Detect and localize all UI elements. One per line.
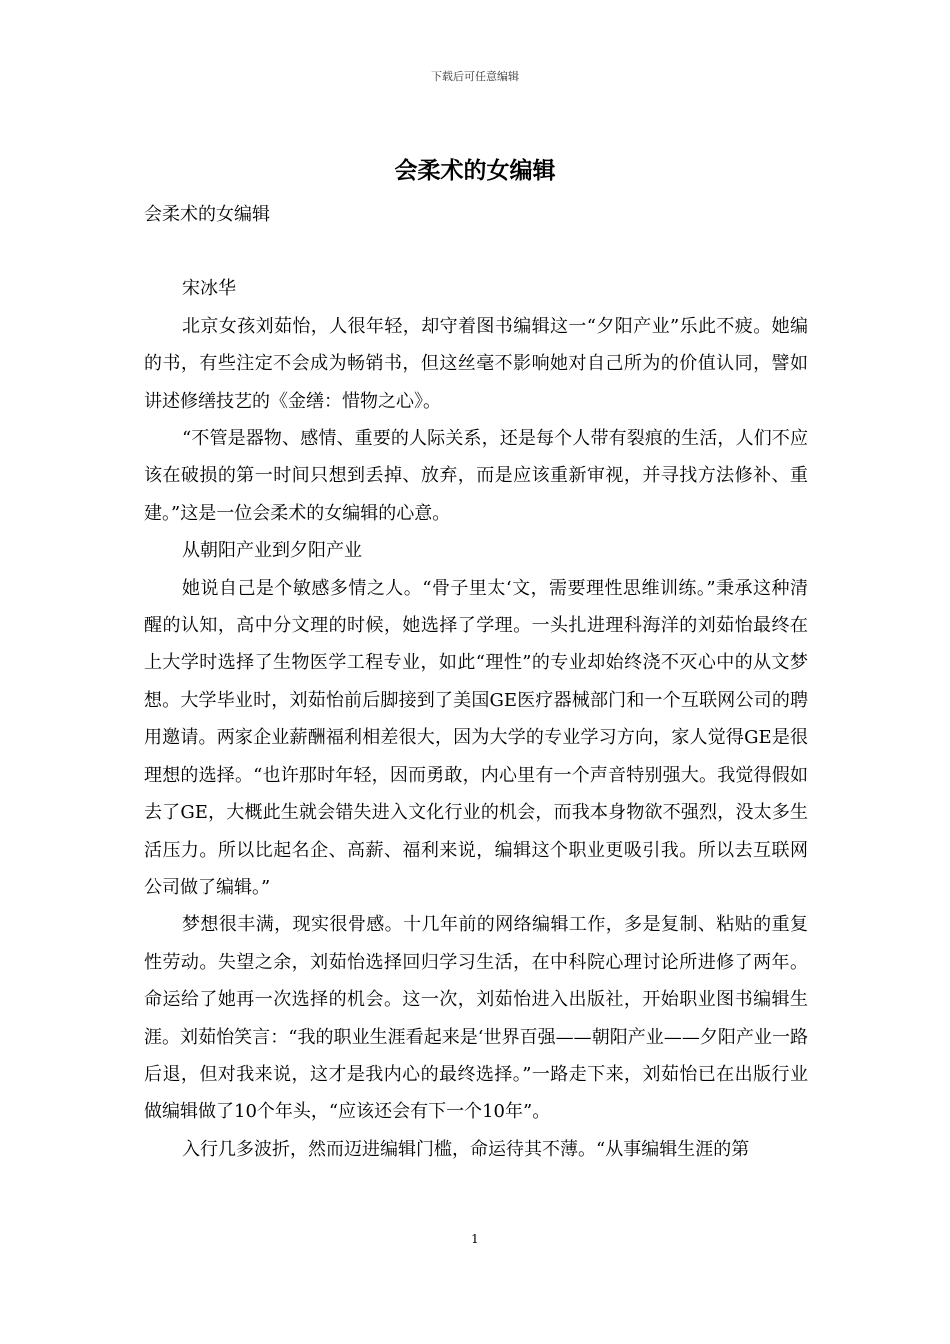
paragraph: 北京女孩刘茹怡，人很年轻，却守着图书编辑这一“夕阳产业”乐此不疲。她编的书，有些注定不会成为畅销书，但这丝毫不影响她对自己所为的价值认同，譬如讲述修缮技艺的《金缮：惜物之心》。 xyxy=(144,315,808,412)
section-heading: 从朝阳产业到夕阳产业 xyxy=(182,540,362,562)
author-line: 宋冰华 xyxy=(182,278,236,300)
page-title: 会柔术的女编辑 xyxy=(394,158,556,184)
paragraph: 入行几多波折，然而迈进编辑门槛，命运待其不薄。“从事编辑生涯的第 xyxy=(182,1138,750,1160)
header-note: 下载后可任意编辑 xyxy=(431,70,519,83)
paragraph: 她说自己是个敏感多情之人。“骨子里太‘文，需要理性思维训练。”秉承这种清醒的认知，高中分文理的时候，她选择了学理。一头扎进理科海洋的刘茹怡最终在上大学时选择了生物医学工程专业，如此“理性”的专业却始终浇不灭心中的从文梦想。大学毕业时，刘茹怡前后脚接到了美国GE医疗器械部门和一个互联网公司的聘用邀请。两家企业薪酬福利相差很大，因为大学的专业学习方向，家人觉得GE是很理想的选择。“也许那时年轻，因而勇敢，内心里有一个声音特别强大。我觉得假如去了GE，大概此生就会错失进入文化行业的机会，而我本身物欲不强烈，没太多生活压力。所以比起名企、高薪、福利来说，编辑这个职业更吸引我。所以去互联网公司做了编辑。” xyxy=(144,577,808,898)
paragraph: “不管是器物、感情、重要的人际关系，还是每个人带有裂痕的生活，人们不应该在破损的第一时间只想到丢掉、放弃，而是应该重新审视，并寻找方法修补、重建。”这是一位会柔术的女编辑的心意。 xyxy=(144,428,808,524)
paragraph: 梦想很丰满，现实很骨感。十几年前的网络编辑工作，多是复制、粘贴的重复性劳动。失望之余，刘茹怡选择回归学习生活，在中科院心理讨论所进修了两年。命运给了她再一次选择的机会。这一次，刘茹怡进入出版社，开始职业图书编辑生涯。刘茹怡笑言：“我的职业生涯看起来是‘世界百强——朝阳产业——夕阳产业一路后退，但对我来说，这才是我内心的最终选择。”一路走下来，刘茹怡已在出版行业做编辑做了10个年头，“应该还会有下一个10年”。 xyxy=(144,914,808,1123)
blank-line xyxy=(144,233,808,270)
page-number: 1 xyxy=(471,1232,479,1246)
article-subtitle: 会柔术的女编辑 xyxy=(144,204,270,225)
article-body xyxy=(144,196,808,1168)
